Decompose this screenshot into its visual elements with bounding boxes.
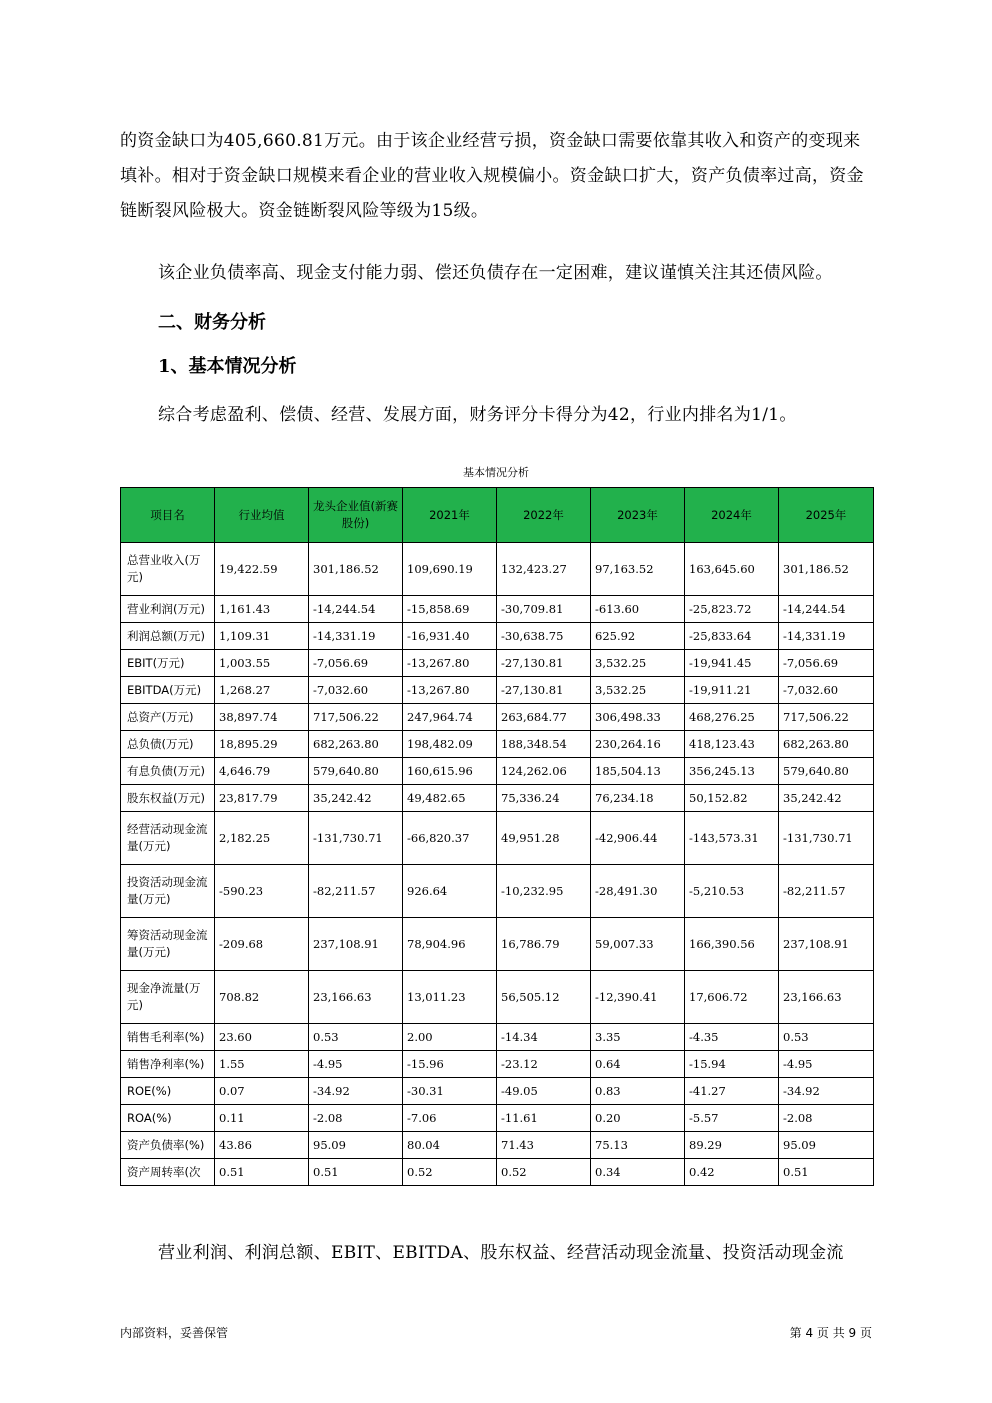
table-cell: 717,506.22	[309, 704, 403, 731]
table-cell: -30,638.75	[497, 623, 591, 650]
row-label: 筹资活动现金流量(万元)	[121, 918, 215, 971]
table-cell: 0.34	[591, 1159, 685, 1186]
table-cell: 708.82	[215, 971, 309, 1024]
table-row	[121, 1159, 874, 1186]
table-cell: 1,109.31	[215, 623, 309, 650]
table-cell: -7.06	[403, 1105, 497, 1132]
table-cell: 301,186.52	[309, 543, 403, 596]
row-label: 投资活动现金流量(万元)	[121, 865, 215, 918]
table-cell: 49,951.28	[497, 812, 591, 865]
table-cell: -27,130.81	[497, 650, 591, 677]
table-cell: -4.95	[309, 1051, 403, 1078]
table-cell: 16,786.79	[497, 918, 591, 971]
table-cell: 682,263.80	[309, 731, 403, 758]
table-cell: 306,498.33	[591, 704, 685, 731]
table-cell: 38,897.74	[215, 704, 309, 731]
table-cell: 625.92	[591, 623, 685, 650]
table-cell: 75.13	[591, 1132, 685, 1159]
table-header-cell: 行业均值	[215, 488, 309, 543]
table-cell: -12,390.41	[591, 971, 685, 1024]
table-cell: 71.43	[497, 1132, 591, 1159]
table-row	[121, 650, 874, 677]
table-cell: -7,032.60	[779, 677, 874, 704]
table-cell: 418,123.43	[685, 731, 779, 758]
table-cell: 95.09	[309, 1132, 403, 1159]
table-cell: 1,161.43	[215, 596, 309, 623]
row-label: 经营活动现金流量(万元)	[121, 812, 215, 865]
table-row	[121, 1132, 874, 1159]
table-cell: -143,573.31	[685, 812, 779, 865]
table-cell: 23,166.63	[779, 971, 874, 1024]
table-cell: 95.09	[779, 1132, 874, 1159]
table-cell: 198,482.09	[403, 731, 497, 758]
table-cell: -7,056.69	[309, 650, 403, 677]
table-cell: 1,268.27	[215, 677, 309, 704]
table-cell: 80.04	[403, 1132, 497, 1159]
table-cell: -23.12	[497, 1051, 591, 1078]
table-cell: -11.61	[497, 1105, 591, 1132]
table-cell: 579,640.80	[779, 758, 874, 785]
table-cell: 23.60	[215, 1024, 309, 1051]
table-cell: 89.29	[685, 1132, 779, 1159]
table-cell: 0.51	[309, 1159, 403, 1186]
table-cell: 166,390.56	[685, 918, 779, 971]
row-label: 资产负债率(%)	[121, 1132, 215, 1159]
subsection-heading-basic-analysis: 1、基本情况分析	[158, 356, 297, 377]
table-header-cell: 龙头企业值(新赛股份)	[309, 488, 403, 543]
table-cell: -42,906.44	[591, 812, 685, 865]
row-label: 股东权益(万元)	[121, 785, 215, 812]
table-cell: 682,263.80	[779, 731, 874, 758]
table-header-cell: 2025年	[779, 488, 874, 543]
table-cell: 59,007.33	[591, 918, 685, 971]
table-cell: 13,011.23	[403, 971, 497, 1024]
table-cell: 3.35	[591, 1024, 685, 1051]
table-cell: 35,242.42	[309, 785, 403, 812]
table-row	[121, 677, 874, 704]
table-cell: -19,941.45	[685, 650, 779, 677]
table-cell: 717,506.22	[779, 704, 874, 731]
table-header-row	[121, 488, 874, 543]
table-cell: -7,056.69	[779, 650, 874, 677]
paragraph-summary: 营业利润、利润总额、EBIT、EBITDA、股东权益、经营活动现金流量、投资活动现金流	[158, 1243, 844, 1263]
table-cell: 97,163.52	[591, 543, 685, 596]
table-cell: -590.23	[215, 865, 309, 918]
table-header-cell: 2024年	[685, 488, 779, 543]
row-label: ROA(%)	[121, 1105, 215, 1132]
table-row	[121, 543, 874, 596]
table-cell: -14,331.19	[309, 623, 403, 650]
table-cell: 23,166.63	[309, 971, 403, 1024]
table-cell: -2.08	[779, 1105, 874, 1132]
table-cell: 0.52	[497, 1159, 591, 1186]
table-cell: -82,211.57	[309, 865, 403, 918]
table-cell: 1,003.55	[215, 650, 309, 677]
table-cell: 132,423.27	[497, 543, 591, 596]
table-cell: 263,684.77	[497, 704, 591, 731]
table-cell: -13,267.80	[403, 650, 497, 677]
table-cell: 0.53	[779, 1024, 874, 1051]
table-row	[121, 1105, 874, 1132]
table-row	[121, 785, 874, 812]
table-header-cell: 2023年	[591, 488, 685, 543]
table-cell: -49.05	[497, 1078, 591, 1105]
table-cell: 50,152.82	[685, 785, 779, 812]
table-cell: 18,895.29	[215, 731, 309, 758]
table-cell: -7,032.60	[309, 677, 403, 704]
table-cell: 3,532.25	[591, 650, 685, 677]
table-header-cell: 2022年	[497, 488, 591, 543]
table-cell: -25,833.64	[685, 623, 779, 650]
row-label: 营业利润(万元)	[121, 596, 215, 623]
table-cell: -14,244.54	[779, 596, 874, 623]
table-cell: -131,730.71	[779, 812, 874, 865]
table-cell: -82,211.57	[779, 865, 874, 918]
table-cell: 301,186.52	[779, 543, 874, 596]
table-cell: -4.95	[779, 1051, 874, 1078]
table-header-cell: 项目名	[121, 488, 215, 543]
table-row	[121, 1078, 874, 1105]
table-cell: -209.68	[215, 918, 309, 971]
row-label: 总负债(万元)	[121, 731, 215, 758]
table-cell: 1.55	[215, 1051, 309, 1078]
table-cell: 2,182.25	[215, 812, 309, 865]
table-header-cell: 2021年	[403, 488, 497, 543]
table-cell: 163,645.60	[685, 543, 779, 596]
table-cell: 0.51	[779, 1159, 874, 1186]
row-label: 总资产(万元)	[121, 704, 215, 731]
table-row	[121, 812, 874, 865]
table-cell: -19,911.21	[685, 677, 779, 704]
table-row	[121, 918, 874, 971]
footer-confidential-note: 内部资料，妥善保管	[120, 1326, 229, 1340]
table-cell: -13,267.80	[403, 677, 497, 704]
table-cell: -14,244.54	[309, 596, 403, 623]
table-cell: -4.35	[685, 1024, 779, 1051]
footer-page-number: 第 4 页 共 9 页	[789, 1326, 872, 1340]
paragraph-scorecard: 综合考虑盈利、偿债、经营、发展方面，财务评分卡得分为42，行业内排名为1/1。	[158, 405, 797, 425]
table-row	[121, 596, 874, 623]
row-label: ROE(%)	[121, 1078, 215, 1105]
table-cell: 109,690.19	[403, 543, 497, 596]
table-row	[121, 1051, 874, 1078]
table-cell: 230,264.16	[591, 731, 685, 758]
table-row	[121, 731, 874, 758]
row-label: 有息负债(万元)	[121, 758, 215, 785]
table-cell: 185,504.13	[591, 758, 685, 785]
table-row	[121, 865, 874, 918]
table-cell: 579,640.80	[309, 758, 403, 785]
table-cell: -131,730.71	[309, 812, 403, 865]
table-cell: 188,348.54	[497, 731, 591, 758]
row-label: 现金净流量(万元)	[121, 971, 215, 1024]
table-cell: 0.20	[591, 1105, 685, 1132]
table-cell: -5,210.53	[685, 865, 779, 918]
table-cell: 356,245.13	[685, 758, 779, 785]
table-cell: -34.92	[779, 1078, 874, 1105]
table-caption: 基本情况分析	[463, 466, 529, 479]
financial-table	[120, 487, 874, 1186]
table-cell: 76,234.18	[591, 785, 685, 812]
table-cell: 160,615.96	[403, 758, 497, 785]
paragraph-debt-risk: 该企业负债率高、现金支付能力弱、偿还负债存在一定困难，建议谨慎关注其还债风险。	[158, 263, 833, 283]
table-cell: -28,491.30	[591, 865, 685, 918]
table-cell: 17,606.72	[685, 971, 779, 1024]
table-cell: 926.64	[403, 865, 497, 918]
table-row	[121, 1024, 874, 1051]
table-cell: 0.53	[309, 1024, 403, 1051]
table-cell: 56,505.12	[497, 971, 591, 1024]
table-cell: -15,858.69	[403, 596, 497, 623]
table-cell: 0.83	[591, 1078, 685, 1105]
table-row	[121, 623, 874, 650]
row-label: 总营业收入(万元)	[121, 543, 215, 596]
table-cell: -15.94	[685, 1051, 779, 1078]
table-cell: 247,964.74	[403, 704, 497, 731]
table-cell: 0.52	[403, 1159, 497, 1186]
table-body	[121, 543, 874, 1186]
table-cell: 75,336.24	[497, 785, 591, 812]
table-cell: 78,904.96	[403, 918, 497, 971]
table-cell: 0.42	[685, 1159, 779, 1186]
table-cell: 468,276.25	[685, 704, 779, 731]
paragraph-funding-gap: 的资金缺口为405,660.81万元。由于该企业经营亏损，资金缺口需要依靠其收入和资产的变现来填补。相对于资金缺口规模来看企业的营业收入规模偏小。资金缺口扩大，资产负债率过高，资金链断裂风险极大。资金链断裂风险等级为15级。	[120, 131, 864, 221]
table-cell: -14.34	[497, 1024, 591, 1051]
row-label: 资产周转率(次	[121, 1159, 215, 1186]
table-cell: 0.07	[215, 1078, 309, 1105]
table-cell: -30,709.81	[497, 596, 591, 623]
table-cell: 3,532.25	[591, 677, 685, 704]
table-cell: -10,232.95	[497, 865, 591, 918]
table-cell: 43.86	[215, 1132, 309, 1159]
table-cell: -5.57	[685, 1105, 779, 1132]
row-label: 销售毛利率(%)	[121, 1024, 215, 1051]
row-label: 销售净利率(%)	[121, 1051, 215, 1078]
table-cell: 23,817.79	[215, 785, 309, 812]
table-cell: 49,482.65	[403, 785, 497, 812]
table-cell: -30.31	[403, 1078, 497, 1105]
row-label: 利润总额(万元)	[121, 623, 215, 650]
table-cell: -41.27	[685, 1078, 779, 1105]
table-cell: 4,646.79	[215, 758, 309, 785]
table-cell: -66,820.37	[403, 812, 497, 865]
table-cell: -613.60	[591, 596, 685, 623]
row-label: EBITDA(万元)	[121, 677, 215, 704]
table-cell: -14,331.19	[779, 623, 874, 650]
table-row	[121, 971, 874, 1024]
table-cell: 237,108.91	[779, 918, 874, 971]
table-cell: 237,108.91	[309, 918, 403, 971]
table-cell: 0.51	[215, 1159, 309, 1186]
table-cell: -15.96	[403, 1051, 497, 1078]
section-heading-financial-analysis: 二、财务分析	[158, 312, 266, 333]
table-cell: 19,422.59	[215, 543, 309, 596]
table-cell: 35,242.42	[779, 785, 874, 812]
table-cell: 124,262.06	[497, 758, 591, 785]
table-cell: 0.11	[215, 1105, 309, 1132]
table-cell: -16,931.40	[403, 623, 497, 650]
table-cell: -2.08	[309, 1105, 403, 1132]
table-cell: -34.92	[309, 1078, 403, 1105]
table-row	[121, 758, 874, 785]
table-row	[121, 704, 874, 731]
table-cell: -25,823.72	[685, 596, 779, 623]
table-cell: 0.64	[591, 1051, 685, 1078]
row-label: EBIT(万元)	[121, 650, 215, 677]
table-cell: 2.00	[403, 1024, 497, 1051]
table-cell: -27,130.81	[497, 677, 591, 704]
